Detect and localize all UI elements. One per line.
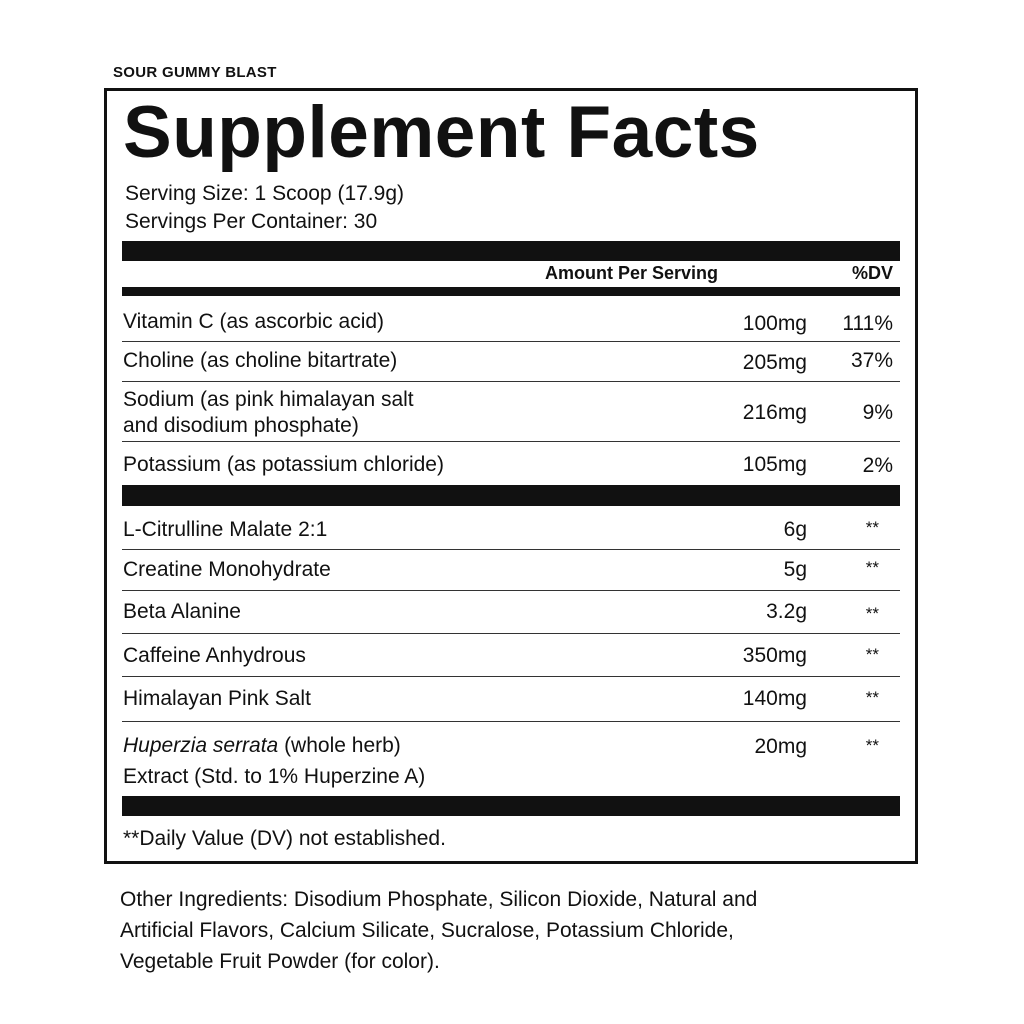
row-divider — [122, 341, 900, 342]
ingredient-name: Himalayan Pink Salt — [123, 687, 311, 710]
ingredient-amount: 3.2g — [766, 600, 807, 623]
nutrient-dv: 9% — [862, 401, 893, 424]
supplement-facts-panel — [104, 88, 918, 864]
row-divider — [122, 381, 900, 382]
nutrient-name: Choline (as choline bitartrate) — [123, 349, 398, 372]
other-ingredients-line: Other Ingredients: Disodium Phosphate, Silicon Dioxide, Natural and — [120, 888, 758, 911]
ingredient-dv: ** — [865, 604, 879, 623]
row-divider — [122, 633, 900, 634]
ingredient-name: Beta Alanine — [123, 600, 241, 623]
nutrient-amount: 100mg — [742, 312, 807, 335]
medium-divider — [122, 287, 900, 296]
ingredient-name-italic: Huperzia serrata — [123, 734, 279, 757]
thick-divider — [122, 241, 900, 261]
ingredient-name: L-Citrulline Malate 2:1 — [123, 518, 328, 541]
servings-per-container: Servings Per Container: 30 — [125, 210, 378, 233]
other-ingredients-line: Vegetable Fruit Powder (for color). — [120, 950, 440, 973]
other-ingredients — [120, 884, 920, 977]
serving-size: Serving Size: 1 Scoop (17.9g) — [125, 182, 404, 205]
footnote: **Daily Value (DV) not established. — [123, 827, 446, 850]
flavor-name: SOUR GUMMY BLAST — [113, 64, 277, 81]
ingredient-dv: ** — [865, 736, 879, 755]
ingredient-name — [123, 733, 401, 759]
row-divider — [122, 590, 900, 591]
ingredient-amount: 350mg — [742, 644, 807, 667]
row-divider — [122, 549, 900, 550]
ingredient-amount: 6g — [783, 518, 807, 541]
nutrient-dv: 2% — [862, 454, 893, 477]
nutrient-amount: 205mg — [742, 351, 807, 374]
ingredient-dv: ** — [865, 645, 879, 664]
ingredient-name-rest: (whole herb) — [278, 734, 401, 757]
row-divider — [122, 721, 900, 722]
nutrient-name: Potassium (as potassium chloride) — [123, 453, 444, 476]
nutrient-dv: 111% — [842, 312, 893, 335]
nutrient-amount: 105mg — [742, 453, 807, 476]
other-ingredients-line: Artificial Flavors, Calcium Silicate, Sucralose, Potassium Chloride, — [120, 919, 734, 942]
ingredient-dv: ** — [865, 558, 879, 577]
ingredient-amount: 5g — [783, 558, 807, 581]
ingredient-name: Caffeine Anhydrous — [123, 644, 306, 667]
nutrient-name-line2: and disodium phosphate) — [123, 414, 359, 437]
nutrient-amount: 216mg — [742, 401, 807, 424]
ingredient-amount: 140mg — [742, 687, 807, 710]
nutrient-name: Sodium (as pink himalayan salt — [123, 388, 414, 411]
ingredient-dv: ** — [865, 518, 879, 537]
ingredient-name-line2: Extract (Std. to 1% Huperzine A) — [123, 765, 426, 788]
ingredient-dv: ** — [865, 688, 879, 707]
amount-per-serving-header: Amount Per Serving — [545, 263, 719, 283]
dv-header: %DV — [851, 263, 893, 283]
nutrient-name: Vitamin C (as ascorbic acid) — [123, 310, 385, 333]
row-divider — [122, 441, 900, 442]
ingredient-amount: 20mg — [754, 735, 807, 758]
thick-divider — [122, 485, 900, 506]
panel-title: Supplement Facts — [123, 92, 760, 173]
nutrient-dv: 37% — [850, 349, 893, 372]
ingredient-name: Creatine Monohydrate — [123, 558, 331, 581]
thick-divider — [122, 796, 900, 816]
row-divider — [122, 676, 900, 677]
